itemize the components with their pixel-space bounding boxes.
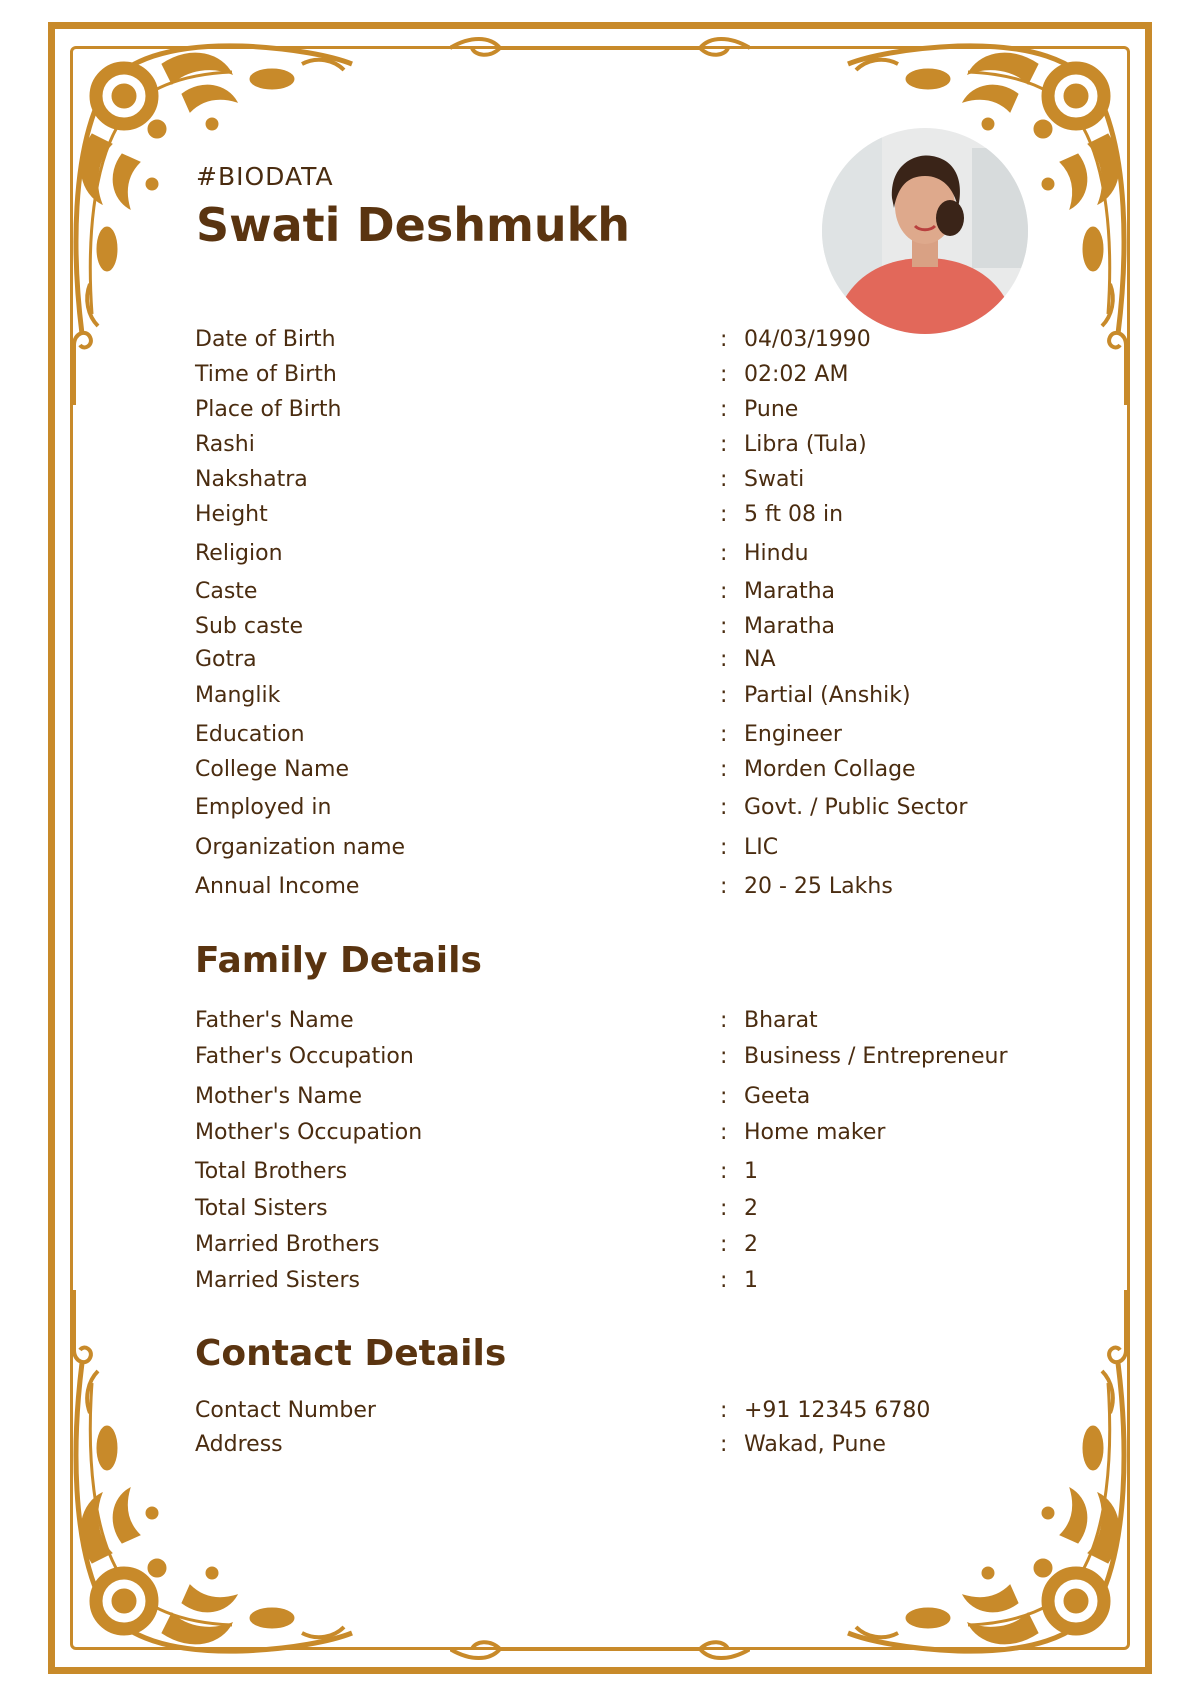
family-details-title: Family Details (195, 940, 482, 981)
detail-row (0, 1084, 1200, 1114)
detail-row (0, 1044, 1200, 1074)
detail-colon: : (720, 1268, 728, 1293)
person-avatar-icon (822, 128, 1028, 334)
detail-value: 02:02 AM (744, 362, 849, 387)
detail-row (0, 795, 1200, 825)
detail-value: Swati (744, 467, 805, 492)
detail-colon: : (720, 722, 728, 747)
detail-colon: : (720, 579, 728, 604)
detail-value: Home maker (744, 1120, 886, 1145)
detail-row (0, 1120, 1200, 1150)
detail-label: Married Brothers (195, 1232, 380, 1257)
detail-row (0, 397, 1200, 427)
detail-label: Father's Name (195, 1008, 354, 1033)
detail-colon: : (720, 502, 728, 527)
detail-row (0, 1268, 1200, 1298)
detail-row (0, 757, 1200, 787)
detail-label: Organization name (195, 835, 406, 860)
detail-row (0, 1159, 1200, 1189)
side-curl-icon (64, 1290, 94, 1370)
detail-value: Maratha (744, 614, 836, 639)
detail-row (0, 327, 1200, 357)
detail-label: Contact Number (195, 1398, 376, 1423)
detail-colon: : (720, 1398, 728, 1423)
detail-colon: : (720, 1120, 728, 1145)
detail-row (0, 362, 1200, 392)
detail-row (0, 647, 1200, 677)
detail-value: 2 (744, 1232, 758, 1257)
detail-value: 5 ft 08 in (744, 502, 844, 527)
detail-label: Rashi (195, 432, 255, 457)
detail-row (0, 579, 1200, 609)
detail-row (0, 1008, 1200, 1038)
profile-photo (822, 128, 1028, 334)
detail-row (0, 432, 1200, 462)
corner-ornament-icon (62, 1343, 362, 1663)
detail-label: Sub caste (195, 614, 304, 639)
detail-label: Nakshatra (195, 467, 308, 492)
corner-ornament-icon (62, 34, 362, 354)
detail-label: Place of Birth (195, 397, 342, 422)
detail-value: Engineer (744, 722, 842, 747)
detail-colon: : (720, 1044, 728, 1069)
detail-label: Height (195, 502, 268, 527)
detail-value: 04/03/1990 (744, 327, 871, 352)
contact-details-title: Contact Details (195, 1333, 507, 1374)
detail-value: NA (744, 647, 776, 672)
detail-label: Total Brothers (195, 1159, 348, 1184)
detail-colon: : (720, 1232, 728, 1257)
detail-label: Education (195, 722, 305, 747)
detail-value: Bharat (744, 1008, 818, 1033)
detail-label: Religion (195, 541, 283, 566)
detail-colon: : (720, 647, 728, 672)
detail-label: Total Sisters (195, 1196, 328, 1221)
detail-label: College Name (195, 757, 349, 782)
detail-label: Mother's Name (195, 1084, 362, 1109)
detail-colon: : (720, 541, 728, 566)
detail-value: Libra (Tula) (744, 432, 867, 457)
detail-label: Date of Birth (195, 327, 336, 352)
detail-value: Morden Collage (744, 757, 916, 782)
detail-value: 20 - 25 Lakhs (744, 874, 893, 899)
detail-value: Maratha (744, 579, 836, 604)
corner-ornament-icon (838, 1343, 1138, 1663)
biodata-tag: #BIODATA (196, 162, 334, 191)
detail-row (0, 541, 1200, 571)
detail-value: Hindu (744, 541, 809, 566)
detail-label: Father's Occupation (195, 1044, 414, 1069)
detail-colon: : (720, 432, 728, 457)
detail-colon: : (720, 1159, 728, 1184)
detail-label: Mother's Occupation (195, 1120, 423, 1145)
detail-row (0, 835, 1200, 865)
detail-colon: : (720, 683, 728, 708)
detail-value: Partial (Anshik) (744, 683, 911, 708)
detail-row (0, 683, 1200, 713)
detail-value: Govt. / Public Sector (744, 795, 968, 820)
detail-colon: : (720, 327, 728, 352)
detail-label: Address (195, 1432, 283, 1457)
detail-row (0, 722, 1200, 752)
detail-label: Time of Birth (195, 362, 337, 387)
detail-row (0, 614, 1200, 644)
detail-value: 1 (744, 1268, 758, 1293)
detail-value: Wakad, Pune (744, 1432, 886, 1457)
detail-row (0, 874, 1200, 904)
detail-colon: : (720, 1008, 728, 1033)
detail-row (0, 1196, 1200, 1226)
detail-value: 1 (744, 1159, 758, 1184)
detail-label: Married Sisters (195, 1268, 360, 1293)
detail-colon: : (720, 795, 728, 820)
detail-value: +91 12345 6780 (744, 1398, 931, 1423)
detail-label: Employed in (195, 795, 332, 820)
detail-label: Gotra (195, 647, 257, 672)
detail-colon: : (720, 757, 728, 782)
detail-row (0, 1398, 1200, 1428)
detail-row (0, 1432, 1200, 1462)
detail-value: 2 (744, 1196, 758, 1221)
detail-value: Geeta (744, 1084, 811, 1109)
detail-colon: : (720, 614, 728, 639)
detail-value: Business / Entrepreneur (744, 1044, 1008, 1069)
detail-colon: : (720, 467, 728, 492)
edge-ornament-icon (450, 34, 750, 62)
detail-colon: : (720, 397, 728, 422)
detail-label: Annual Income (195, 874, 360, 899)
detail-value: LIC (744, 835, 779, 860)
detail-colon: : (720, 1432, 728, 1457)
detail-colon: : (720, 1196, 728, 1221)
edge-ornament-icon (450, 1635, 750, 1663)
detail-colon: : (720, 874, 728, 899)
detail-row (0, 1232, 1200, 1262)
detail-row (0, 467, 1200, 497)
detail-value: Pune (744, 397, 799, 422)
detail-row (0, 502, 1200, 532)
side-curl-icon (1106, 1290, 1136, 1370)
detail-colon: : (720, 1084, 728, 1109)
detail-colon: : (720, 362, 728, 387)
detail-label: Caste (195, 579, 258, 604)
detail-label: Manglik (195, 683, 281, 708)
detail-colon: : (720, 835, 728, 860)
person-name: Swati Deshmukh (196, 198, 630, 252)
